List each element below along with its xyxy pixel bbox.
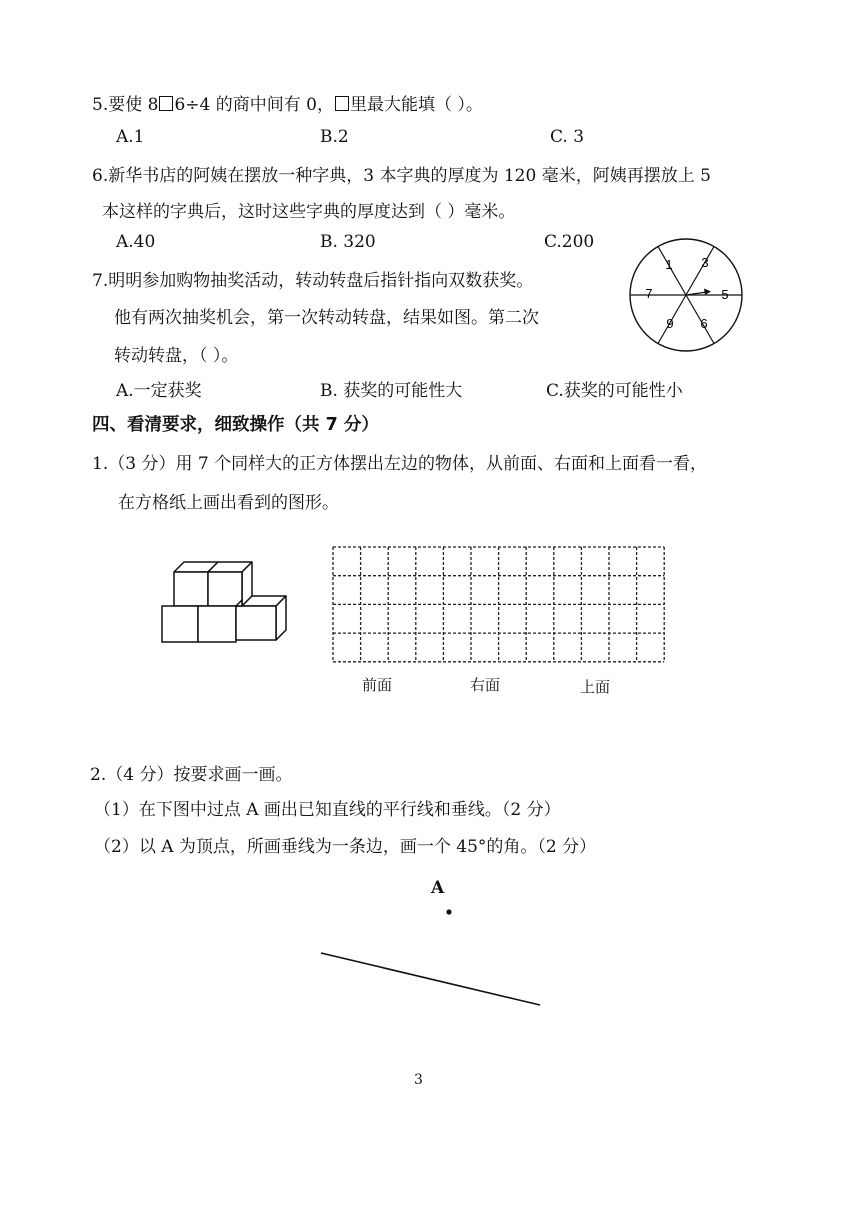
s4-q2-sub1: （1）在下图中过点 A 画出已知直线的平行线和垂线。（2 分） [94, 800, 561, 820]
q5-post: 6÷4 的商中间有 0， [174, 95, 334, 115]
q5-pre: 5.要使 8 [92, 95, 159, 115]
q5-line [92, 90, 483, 115]
q6-line1: 6.新华书店的阿姨在摆放一种字典，3 本字典的厚度为 120 毫米，阿姨再摆放上 5 [92, 166, 711, 186]
s4-q1-line2: 在方格纸上画出看到的图形。 [118, 493, 339, 513]
blank-box-icon [335, 96, 349, 111]
q5-option-c: C. 3 [550, 127, 585, 147]
arrow-right-icon [704, 289, 711, 296]
spinner-number: 7 [645, 286, 653, 301]
blank-box-icon [159, 96, 173, 111]
spinner-number: 3 [701, 255, 709, 270]
q5-tail: 里最大能填（ ）。 [349, 95, 483, 115]
dotted-grid [330, 544, 668, 666]
q5-option-a: A.1 [116, 127, 145, 147]
q7-option-b: B. 获奖的可能性大 [320, 381, 463, 401]
point-a-label: A [431, 878, 445, 898]
q7-option-c: C.获奖的可能性小 [546, 381, 683, 401]
q7-line3: 转动转盘，（ ）。 [114, 346, 239, 366]
section-heading: 四、看清要求，细致操作（共 7 分） [92, 415, 379, 435]
spinner-number: 9 [666, 316, 674, 331]
q7-option-a: A.一定获奖 [116, 381, 202, 401]
grid-label-front: 前面 [362, 676, 393, 694]
spinner-number: 1 [665, 257, 673, 272]
point-a [446, 909, 451, 914]
q6-option-a: A.40 [116, 232, 156, 252]
given-line-diagram [315, 900, 547, 1012]
cube-stack-diagram [158, 556, 290, 654]
spinner-number: 5 [721, 287, 729, 302]
s4-q2-line1: 2.（4 分）按要求画一画。 [90, 765, 293, 785]
spinner-number: 6 [700, 316, 708, 331]
q6-option-c: C.200 [544, 232, 595, 252]
given-line [321, 953, 540, 1005]
q6-line2: 本这样的字典后，这时这些字典的厚度达到（ ）毫米。 [102, 202, 516, 222]
q7-line1: 7.明明参加购物抽奖活动，转动转盘后指针指向双数获奖。 [92, 271, 534, 291]
q6-option-b: B. 320 [320, 232, 376, 252]
q5-option-b: B.2 [320, 127, 349, 147]
grid-label-top: 上面 [580, 678, 611, 696]
page-number: 3 [414, 1072, 423, 1088]
s4-q1-line1: 1.（3 分）用 7 个同样大的正方体摆出左边的物体，从前面、右面和上面看一看， [92, 454, 708, 474]
grid-label-right: 右面 [470, 676, 501, 694]
s4-q2-sub2: （2）以 A 为顶点，所画垂线为一条边，画一个 45°的角。（2 分） [94, 837, 597, 857]
spinner-diagram [625, 234, 747, 356]
q7-line2: 他有两次抽奖机会，第一次转动转盘，结果如图。第二次 [114, 308, 539, 328]
